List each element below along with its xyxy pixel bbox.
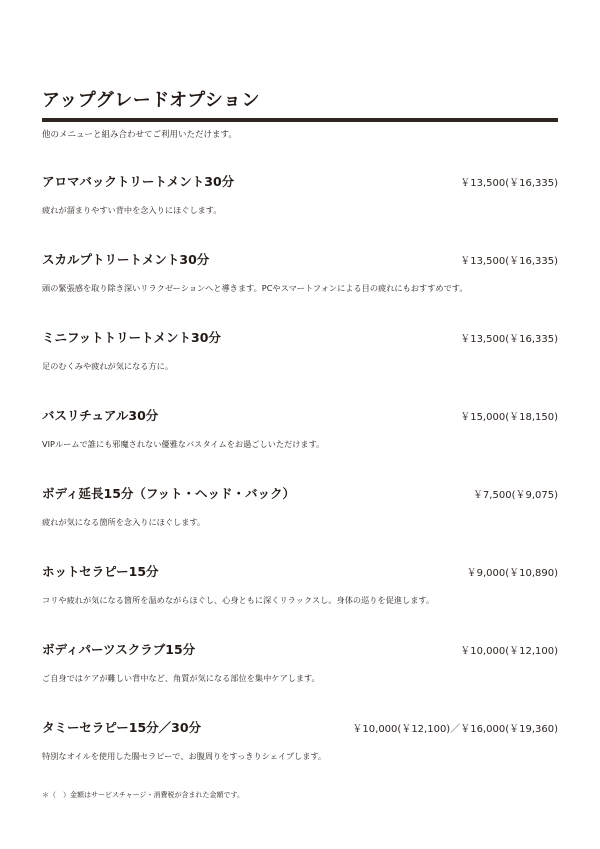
option-item <box>42 718 558 796</box>
option-description: 疲れが気になる箇所を念入りにほぐします。 <box>42 517 206 527</box>
option-price: ￥9,000(￥10,890) <box>466 568 558 579</box>
option-item <box>42 562 558 640</box>
option-list <box>42 172 558 796</box>
option-price: ￥15,000(￥18,150) <box>460 412 558 423</box>
option-description: 疲れが溜まりやすい背中を念入りにほぐします。 <box>42 205 222 215</box>
option-name: アロマバックトリートメント30分 <box>42 174 235 189</box>
option-item <box>42 250 558 328</box>
option-name: スカルプトリートメント30分 <box>42 252 210 267</box>
option-description: 特別なオイルを使用した腸セラピーで、お腹周りをすっきりシェイプします。 <box>42 751 327 761</box>
option-item <box>42 406 558 484</box>
title-divider <box>42 118 558 122</box>
option-name: タミーセラピー15分／30分 <box>42 720 202 735</box>
option-price: ￥10,000(￥12,100) <box>460 646 558 657</box>
option-name: ホットセラピー15分 <box>42 564 159 579</box>
option-price: ￥13,500(￥16,335) <box>460 334 558 345</box>
option-item <box>42 640 558 718</box>
menu-page <box>42 88 558 796</box>
option-name: バスリチュアル30分 <box>42 408 159 423</box>
option-price: ￥13,500(￥16,335) <box>460 178 558 189</box>
option-name: ボディ延長15分（フット・ヘッド・バック） <box>42 486 296 501</box>
option-description: 頭の緊張感を取り除き深いリラクゼーションへと導きます。PCやスマートフォンによる目の疲れにもおすすめです。 <box>42 283 468 293</box>
price-footnote: ＊（ ）金額はサービスチャージ・消費税が含まれた金額です。 <box>42 791 244 799</box>
option-price: ￥10,000(￥12,100)／￥16,000(￥19,360) <box>352 724 558 735</box>
option-description: コリや疲れが気になる箇所を温めながらほぐし、心身ともに深くリラックスし。身体の巡りを促進します。 <box>42 595 435 605</box>
page-title: アップグレードオプション <box>42 90 261 111</box>
option-item <box>42 484 558 562</box>
option-price: ￥13,500(￥16,335) <box>460 256 558 267</box>
option-item <box>42 328 558 406</box>
option-item <box>42 172 558 250</box>
page-subtitle: 他のメニューと組み合わせてご利用いただけます。 <box>42 130 237 140</box>
option-name: ボディパーツスクラブ15分 <box>42 642 196 657</box>
option-description: VIPルームで誰にも邪魔されない優雅なバスタイムをお過ごしいただけます。 <box>42 439 325 449</box>
option-description: ご自身ではケアが難しい背中など、角質が気になる部位を集中ケアします。 <box>42 673 320 683</box>
option-description: 足のむくみや疲れが気になる方に。 <box>42 361 174 371</box>
option-name: ミニフットトリートメント30分 <box>42 330 221 345</box>
option-price: ￥7,500(￥9,075) <box>472 490 558 501</box>
